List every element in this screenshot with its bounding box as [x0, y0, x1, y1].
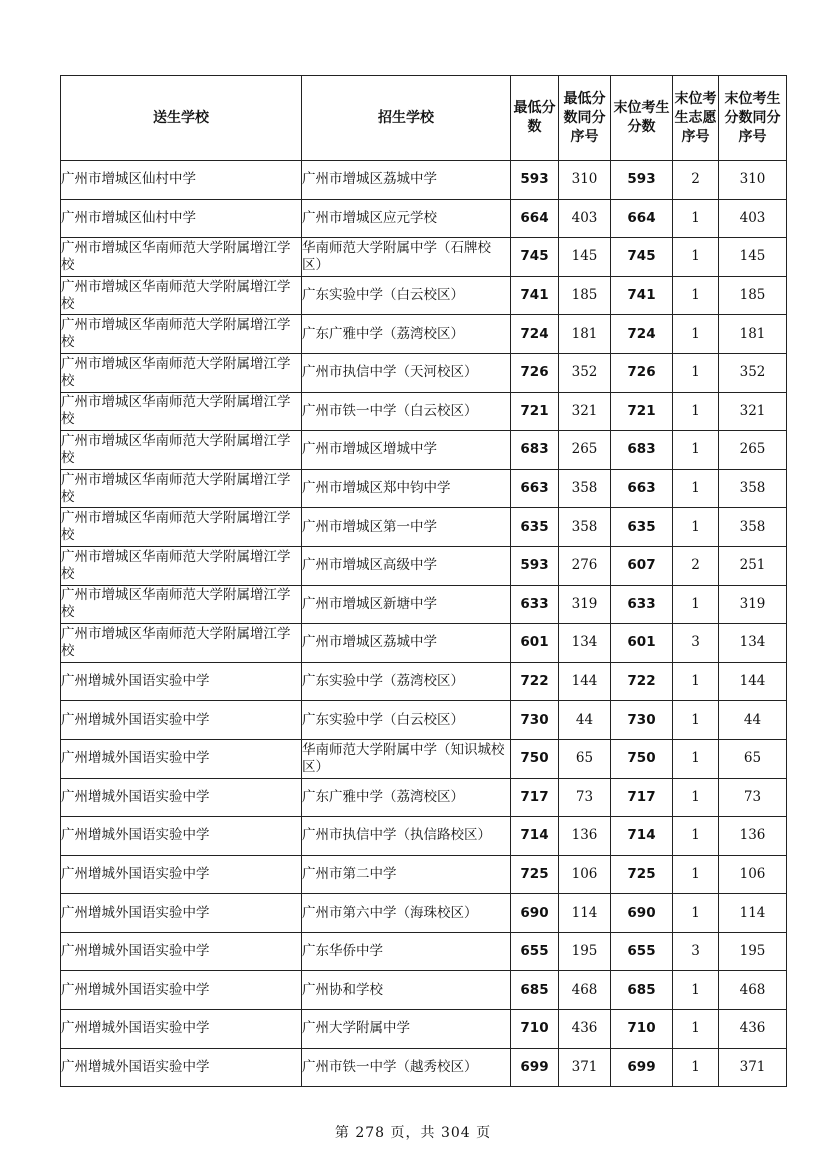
score-table: [60, 75, 787, 1087]
last-choice-order-cell: 1: [673, 971, 719, 1010]
sending-school-cell: 广州市增城区华南师范大学附属增江学校: [61, 392, 302, 431]
min-score-cell: 721: [511, 392, 559, 431]
last-tie-rank-cell: 321: [719, 392, 787, 431]
sending-school-cell: 广州增城外国语实验中学: [61, 855, 302, 894]
last-tie-rank-cell: 265: [719, 431, 787, 470]
last-choice-order-cell: 1: [673, 431, 719, 470]
header-sending-school: 送生学校: [61, 76, 302, 161]
page-footer: 第 278 页，共 304 页: [334, 1125, 492, 1141]
table-row: [61, 662, 787, 701]
last-choice-order-cell: 1: [673, 353, 719, 392]
last-tie-rank-cell: 114: [719, 894, 787, 933]
last-score-cell: 710: [611, 1010, 673, 1049]
last-tie-rank-cell: 65: [719, 739, 787, 778]
sending-school-cell: 广州增城外国语实验中学: [61, 932, 302, 971]
sending-school-cell: 广州增城外国语实验中学: [61, 971, 302, 1010]
min-score-tie-rank-cell: 73: [559, 778, 611, 817]
last-tie-rank-cell: 310: [719, 161, 787, 200]
table-row: [61, 778, 787, 817]
last-choice-order-cell: 1: [673, 276, 719, 315]
min-score-tie-rank-cell: 185: [559, 276, 611, 315]
table-row: [61, 701, 787, 740]
min-score-cell: 741: [511, 276, 559, 315]
header-row: [61, 76, 787, 161]
min-score-tie-rank-cell: 468: [559, 971, 611, 1010]
admitting-school-cell: 广州市铁一中学（越秀校区）: [302, 1048, 511, 1087]
admitting-school-cell: 广州市增城区高级中学: [302, 546, 511, 585]
admitting-school-cell: 广州市增城区荔城中学: [302, 161, 511, 200]
admitting-school-cell: 广东实验中学（白云校区）: [302, 701, 511, 740]
last-score-cell: 635: [611, 508, 673, 547]
min-score-cell: 750: [511, 739, 559, 778]
last-tie-rank-cell: 144: [719, 662, 787, 701]
sending-school-cell: 广州增城外国语实验中学: [61, 817, 302, 856]
table-row: [61, 971, 787, 1010]
min-score-tie-rank-cell: 134: [559, 624, 611, 663]
table-row: [61, 546, 787, 585]
min-score-cell: 710: [511, 1010, 559, 1049]
sending-school-cell: 广州增城外国语实验中学: [61, 894, 302, 933]
min-score-tie-rank-cell: 276: [559, 546, 611, 585]
last-choice-order-cell: 1: [673, 508, 719, 547]
last-score-cell: 745: [611, 238, 673, 277]
admitting-school-cell: 广东实验中学（白云校区）: [302, 276, 511, 315]
last-score-cell: 663: [611, 469, 673, 508]
table-row: [61, 894, 787, 933]
table-row: [61, 1048, 787, 1087]
min-score-tie-rank-cell: 106: [559, 855, 611, 894]
min-score-cell: 655: [511, 932, 559, 971]
min-score-cell: 685: [511, 971, 559, 1010]
min-score-cell: 690: [511, 894, 559, 933]
min-score-tie-rank-cell: 403: [559, 199, 611, 238]
table-row: [61, 855, 787, 894]
last-score-cell: 664: [611, 199, 673, 238]
last-choice-order-cell: 1: [673, 662, 719, 701]
min-score-cell: 683: [511, 431, 559, 470]
sending-school-cell: 广州市增城区华南师范大学附属增江学校: [61, 469, 302, 508]
min-score-cell: 635: [511, 508, 559, 547]
table-row: [61, 508, 787, 547]
sending-school-cell: 广州市增城区仙村中学: [61, 199, 302, 238]
last-tie-rank-cell: 319: [719, 585, 787, 624]
table-row: [61, 392, 787, 431]
last-choice-order-cell: 1: [673, 315, 719, 354]
table-row: [61, 315, 787, 354]
table-row: [61, 353, 787, 392]
last-choice-order-cell: 2: [673, 161, 719, 200]
sending-school-cell: 广州市增城区华南师范大学附属增江学校: [61, 353, 302, 392]
admitting-school-cell: 广东广雅中学（荔湾校区）: [302, 778, 511, 817]
header-min-score-tie-rank: 最低分数同分序号: [559, 76, 611, 161]
last-score-cell: 601: [611, 624, 673, 663]
last-score-cell: 730: [611, 701, 673, 740]
min-score-cell: 593: [511, 161, 559, 200]
admitting-school-cell: 广州市执信中学（执信路校区）: [302, 817, 511, 856]
table-row: [61, 469, 787, 508]
min-score-tie-rank-cell: 358: [559, 508, 611, 547]
last-choice-order-cell: 1: [673, 469, 719, 508]
min-score-tie-rank-cell: 310: [559, 161, 611, 200]
last-tie-rank-cell: 251: [719, 546, 787, 585]
last-score-cell: 724: [611, 315, 673, 354]
last-tie-rank-cell: 358: [719, 508, 787, 547]
last-tie-rank-cell: 134: [719, 624, 787, 663]
sending-school-cell: 广州市增城区华南师范大学附属增江学校: [61, 546, 302, 585]
admitting-school-cell: 广州市第二中学: [302, 855, 511, 894]
table-row: [61, 431, 787, 470]
admitting-school-cell: 广州市执信中学（天河校区）: [302, 353, 511, 392]
sending-school-cell: 广州市增城区仙村中学: [61, 161, 302, 200]
header-last-score: 末位考生分数: [611, 76, 673, 161]
admitting-school-cell: 广东广雅中学（荔湾校区）: [302, 315, 511, 354]
min-score-tie-rank-cell: 358: [559, 469, 611, 508]
table-row: [61, 739, 787, 778]
sending-school-cell: 广州增城外国语实验中学: [61, 1048, 302, 1087]
table-row: [61, 585, 787, 624]
sending-school-cell: 广州增城外国语实验中学: [61, 701, 302, 740]
admitting-school-cell: 广州市增城区增城中学: [302, 431, 511, 470]
admitting-school-cell: 广州市增城区新塘中学: [302, 585, 511, 624]
table-row: [61, 161, 787, 200]
last-score-cell: 726: [611, 353, 673, 392]
last-choice-order-cell: 3: [673, 624, 719, 663]
table-row: [61, 238, 787, 277]
last-tie-rank-cell: 185: [719, 276, 787, 315]
last-score-cell: 685: [611, 971, 673, 1010]
last-choice-order-cell: 1: [673, 739, 719, 778]
last-choice-order-cell: 1: [673, 199, 719, 238]
min-score-cell: 726: [511, 353, 559, 392]
min-score-cell: 714: [511, 817, 559, 856]
last-score-cell: 683: [611, 431, 673, 470]
min-score-tie-rank-cell: 65: [559, 739, 611, 778]
admitting-school-cell: 广东实验中学（荔湾校区）: [302, 662, 511, 701]
last-tie-rank-cell: 358: [719, 469, 787, 508]
sending-school-cell: 广州市增城区华南师范大学附属增江学校: [61, 431, 302, 470]
min-score-tie-rank-cell: 352: [559, 353, 611, 392]
last-choice-order-cell: 1: [673, 238, 719, 277]
table-row: [61, 1010, 787, 1049]
min-score-cell: 722: [511, 662, 559, 701]
admitting-school-cell: 广州协和学校: [302, 971, 511, 1010]
table-row: [61, 199, 787, 238]
min-score-cell: 601: [511, 624, 559, 663]
header-last-choice-order: 末位考生志愿序号: [673, 76, 719, 161]
last-tie-rank-cell: 195: [719, 932, 787, 971]
last-score-cell: 655: [611, 932, 673, 971]
last-tie-rank-cell: 403: [719, 199, 787, 238]
table-row: [61, 817, 787, 856]
admitting-school-cell: 广州市增城区第一中学: [302, 508, 511, 547]
min-score-cell: 725: [511, 855, 559, 894]
sending-school-cell: 广州增城外国语实验中学: [61, 1010, 302, 1049]
min-score-cell: 593: [511, 546, 559, 585]
sending-school-cell: 广州增城外国语实验中学: [61, 778, 302, 817]
min-score-cell: 664: [511, 199, 559, 238]
last-tie-rank-cell: 468: [719, 971, 787, 1010]
admitting-school-cell: 广州大学附属中学: [302, 1010, 511, 1049]
min-score-cell: 663: [511, 469, 559, 508]
last-tie-rank-cell: 436: [719, 1010, 787, 1049]
last-choice-order-cell: 1: [673, 778, 719, 817]
last-score-cell: 607: [611, 546, 673, 585]
last-choice-order-cell: 1: [673, 817, 719, 856]
header-min-score: 最低分数: [511, 76, 559, 161]
last-score-cell: 699: [611, 1048, 673, 1087]
min-score-tie-rank-cell: 44: [559, 701, 611, 740]
admitting-school-cell: 华南师范大学附属中学（石牌校区）: [302, 238, 511, 277]
last-choice-order-cell: 1: [673, 585, 719, 624]
last-tie-rank-cell: 73: [719, 778, 787, 817]
last-score-cell: 741: [611, 276, 673, 315]
header-admitting-school: 招生学校: [302, 76, 511, 161]
min-score-cell: 699: [511, 1048, 559, 1087]
last-choice-order-cell: 1: [673, 894, 719, 933]
min-score-cell: 633: [511, 585, 559, 624]
min-score-tie-rank-cell: 136: [559, 817, 611, 856]
last-choice-order-cell: 1: [673, 1048, 719, 1087]
min-score-cell: 745: [511, 238, 559, 277]
min-score-cell: 730: [511, 701, 559, 740]
table-row: [61, 276, 787, 315]
min-score-tie-rank-cell: 114: [559, 894, 611, 933]
min-score-tie-rank-cell: 436: [559, 1010, 611, 1049]
min-score-tie-rank-cell: 371: [559, 1048, 611, 1087]
last-tie-rank-cell: 181: [719, 315, 787, 354]
min-score-tie-rank-cell: 181: [559, 315, 611, 354]
sending-school-cell: 广州市增城区华南师范大学附属增江学校: [61, 508, 302, 547]
last-score-cell: 633: [611, 585, 673, 624]
sending-school-cell: 广州市增城区华南师范大学附属增江学校: [61, 315, 302, 354]
admitting-school-cell: 广州市铁一中学（白云校区）: [302, 392, 511, 431]
min-score-tie-rank-cell: 319: [559, 585, 611, 624]
last-score-cell: 722: [611, 662, 673, 701]
last-choice-order-cell: 1: [673, 1010, 719, 1049]
min-score-tie-rank-cell: 195: [559, 932, 611, 971]
sending-school-cell: 广州市增城区华南师范大学附属增江学校: [61, 276, 302, 315]
table-row: [61, 932, 787, 971]
last-score-cell: 593: [611, 161, 673, 200]
last-choice-order-cell: 2: [673, 546, 719, 585]
last-choice-order-cell: 1: [673, 855, 719, 894]
min-score-cell: 724: [511, 315, 559, 354]
last-score-cell: 690: [611, 894, 673, 933]
admitting-school-cell: 广州市增城区荔城中学: [302, 624, 511, 663]
table-row: [61, 624, 787, 663]
last-score-cell: 750: [611, 739, 673, 778]
last-score-cell: 717: [611, 778, 673, 817]
sending-school-cell: 广州市增城区华南师范大学附属增江学校: [61, 238, 302, 277]
sending-school-cell: 广州增城外国语实验中学: [61, 739, 302, 778]
last-tie-rank-cell: 145: [719, 238, 787, 277]
min-score-cell: 717: [511, 778, 559, 817]
last-tie-rank-cell: 371: [719, 1048, 787, 1087]
admitting-school-cell: 广东华侨中学: [302, 932, 511, 971]
last-score-cell: 714: [611, 817, 673, 856]
admitting-school-cell: 广州市第六中学（海珠校区）: [302, 894, 511, 933]
admitting-school-cell: 华南师范大学附属中学（知识城校区）: [302, 739, 511, 778]
last-score-cell: 721: [611, 392, 673, 431]
last-choice-order-cell: 1: [673, 701, 719, 740]
min-score-tie-rank-cell: 145: [559, 238, 611, 277]
header-last-tie-rank: 末位考生分数同分序号: [719, 76, 787, 161]
sending-school-cell: 广州市增城区华南师范大学附属增江学校: [61, 624, 302, 663]
last-choice-order-cell: 1: [673, 392, 719, 431]
admitting-school-cell: 广州市增城区应元学校: [302, 199, 511, 238]
last-choice-order-cell: 3: [673, 932, 719, 971]
min-score-tie-rank-cell: 265: [559, 431, 611, 470]
last-tie-rank-cell: 44: [719, 701, 787, 740]
admitting-school-cell: 广州市增城区郑中钧中学: [302, 469, 511, 508]
sending-school-cell: 广州市增城区华南师范大学附属增江学校: [61, 585, 302, 624]
last-tie-rank-cell: 106: [719, 855, 787, 894]
last-tie-rank-cell: 136: [719, 817, 787, 856]
sending-school-cell: 广州增城外国语实验中学: [61, 662, 302, 701]
min-score-tie-rank-cell: 144: [559, 662, 611, 701]
last-score-cell: 725: [611, 855, 673, 894]
last-tie-rank-cell: 352: [719, 353, 787, 392]
min-score-tie-rank-cell: 321: [559, 392, 611, 431]
